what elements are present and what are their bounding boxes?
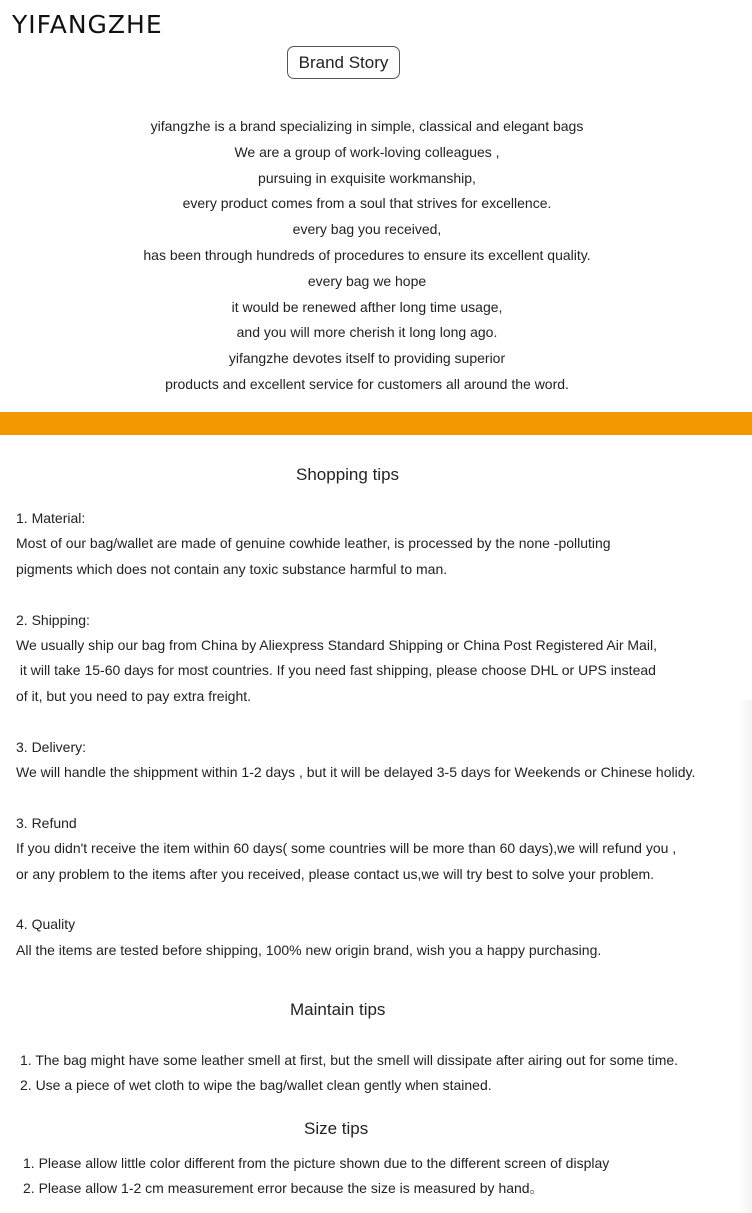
tip-quality [16,912,746,963]
brand-story-text [0,114,734,398]
brand-logo: YIFANGZHE [12,10,163,39]
tip-refund [16,811,746,887]
tip-heading: 3. Delivery: [16,738,87,755]
tip-line: Most of our bag/wallet are made of genuine cowhide leather, is processed by the none -polluting [16,535,611,552]
story-line: yifangzhe devotes itself to providing superior [228,350,506,367]
story-line: it would be renewed afther long time usage, [231,298,503,315]
tip-material [16,506,746,582]
list-item: 1. The bag might have some leather smell at first, but the smell will dissipate after airing out for some time. [20,1052,679,1068]
tip-line: We usually ship our bag from China by Aliexpress Standard Shipping or China Post Registered Air Mail, [16,637,657,654]
tip-heading: 4. Quality [16,916,76,933]
size-tips-list [23,1151,752,1201]
story-line: yifangzhe is a brand specializing in simple, classical and elegant bags [150,118,584,134]
tip-heading: 2. Shipping: [16,611,90,628]
page-edge-shadow [738,700,752,1213]
maintain-tips-title: Maintain tips [290,1000,386,1019]
tip-line: We will handle the shippment within 1-2 days , but it will be delayed 3-5 days for Weekends or Chinese holidy. [16,764,696,781]
story-line: pursuing in exquisite workmanship, [258,169,476,186]
shopping-tips-list [16,506,746,989]
tip-line: If you didn't receive the item within 60 days( some countries will be more than 60 days),we will refund you , [16,840,677,857]
tip-line: All the items are tested before shipping, 100% new origin brand, wish you a happy purchasing. [16,941,602,958]
tip-heading: 3. Refund [16,814,77,831]
tip-heading: 1. Material: [16,510,86,526]
story-line: every bag we hope [307,272,427,289]
tip-line: of it, but you need to pay extra freight. [16,687,252,704]
tip-delivery [16,735,746,786]
maintain-tips-list [20,1048,750,1098]
list-item: 1. Please allow little color different from the picture shown due to the different screen of display [23,1155,610,1171]
story-line: and you will more cherish it long long ago. [236,324,498,341]
list-item: 2. Please allow 1-2 cm measurement error because the size is measured by hand。 [23,1180,544,1196]
list-item: 2. Use a piece of wet cloth to wipe the bag/wallet clean gently when stained. [20,1077,492,1093]
tip-line: or any problem to the items after you received, please contact us,we will try best to solve your problem. [16,865,655,882]
tip-line: it will take 15-60 days for most countries. If you need fast shipping, please choose DHL or UPS instead [16,662,656,679]
orange-divider-band [0,412,752,435]
shopping-tips-title: Shopping tips [296,465,400,484]
size-tips-title: Size tips [304,1119,369,1138]
story-line: has been through hundreds of procedures to ensure its excellent quality. [143,246,591,263]
tip-line: pigments which does not contain any toxic substance harmful to man. [16,560,448,577]
brand-story-button[interactable]: Brand Story [287,46,400,79]
tip-shipping [16,608,746,710]
story-line: every product comes from a soul that strives for excellence. [182,195,552,212]
story-line: We are a group of work-loving colleagues , [234,143,500,160]
story-line: products and excellent service for customers all around the word. [165,375,569,392]
story-line: every bag you received, [292,221,442,238]
